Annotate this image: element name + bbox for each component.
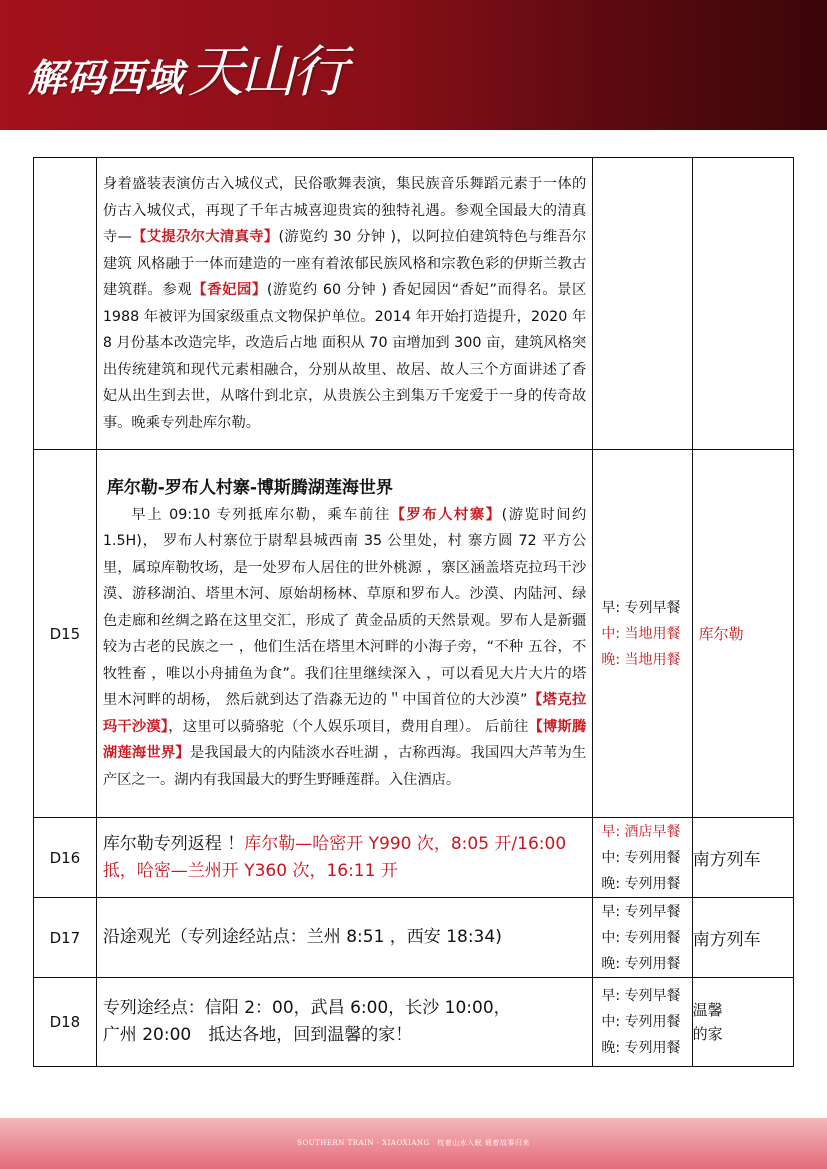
logo-calligraphy: 天山行 [188,40,345,105]
meal-lunch: 中: 当地用餐 [601,625,681,642]
table-row [34,818,794,898]
description-text: 专列途经点：信阳 2：00，武昌 6:00，长沙 10:00， 广州 20:00 抵达各地，回到温馨的家！ [102,998,511,1045]
meal-cell [593,898,692,978]
description-text: 库尔勒专列返程 ！库尔勒—哈密开 Y990 次，8:05 开/16:00 抵，哈密—兰州开 Y360 次，16:11 开 [102,833,567,881]
day-title: 库尔勒-罗布人村寨-博斯腾湖莲海世界 [106,477,393,498]
meal-dinner: 晚: 专列用餐 [601,875,681,892]
day-label: D18 [34,978,97,1067]
description-cell [96,978,593,1067]
stay-label: 库尔勒 [692,450,793,818]
day-cell [34,158,97,450]
meal-lunch: 中: 专列用餐 [601,849,681,866]
table-row [34,158,794,450]
description-text: 身着盛装表演仿古入城仪式，民俗歌舞表演，集民族音乐舞蹈元素于一体的仿古入城仪式，再现了千年古城喜迎贵宾的独特礼遇。参观全国最大的清真寺—【艾提尕尔大清真寺】(游览约 30 分钟 )，以阿拉伯建筑特色与维吾尔建筑 风格融于一体而建造的一座有着浓郁民族风格和宗教色彩的伊斯兰教古建筑群。参观【香妃园】(游览约 60 分钟 ) 香妃园因“香妃”而得名。景区 1988 年被评为国家级重点文物保护单位。2014 年开始打造提升，2020 年 8 月份基本改造完毕，改造后占地 面积从 70 亩增加到 300 亩，建筑风格突出传统建筑和现代元素相融合，分别从故里、故居、故人三个方面讲述了香妃从出生到去世，从喀什到北京，从贵族公主到集万千宠爱于一身的传奇故事。晚乘专列赴库尔勒。 [102,176,587,431]
meal-cell [593,450,692,818]
stay-label: 南方列车 [692,898,793,978]
description-text: 早上 09:10 专列抵库尔勒，乘车前往【罗布人村寨】(游览时间约 1.5H)， 罗布人村寨位于尉犁县城西南 35 公里处，村 寨方圆 72 平方公里，属琼库勒牧场，是一处罗布人居住的世外桃源 ，寨区涵盖塔克拉玛干沙漠、游移湖泊、塔里木河、原始胡杨林、草原和罗布人。沙漠、内陆河、绿色走廊和丝绸之路在这里交汇，形成了 黄金品质的天然景观。罗布人是新疆较为古老的民族之一 ，他们生活在塔里木河畔的小海子旁，“不种 五谷，不牧牲畜 ，唯以小舟捕鱼为食”。我们往里继续深入 ，可以看见大片大片的塔里木河畔的胡杨， 然后就到达了浩淼无边的＂中国首位的大沙漠”【塔克拉玛干沙漠】，这里可以骑骆驼（个人娱乐项目，费用自理）。 后前往【博斯腾湖莲海世界】是我国最大的内陆淡水吞吐湖 ，古称西海。我国四大芦苇为生产区之一。湖内有我国最大的野生野睡莲群。入住酒店。 [102,506,587,788]
meal-breakfast: 早: 酒店早餐 [601,823,681,840]
table-row [34,898,794,978]
itinerary-table [33,157,794,1067]
meal-dinner: 晚: 当地用餐 [601,651,681,668]
meal-lunch: 中: 专列用餐 [601,1014,681,1030]
meal-lunch: 中: 专列用餐 [601,929,681,946]
table-row [34,978,794,1067]
description-cell [96,158,593,450]
stay-label: 温馨 的家 [692,978,793,1067]
meal-cell [593,158,692,450]
meal-breakfast: 早: 专列早餐 [601,903,681,920]
description-text: 沿途观光（专列途经站点：兰州 8:51 ，西安 18:34) [102,927,502,947]
logo-text: 解码西域 [28,55,185,100]
table-row [34,450,794,818]
day-label: D15 [34,450,97,818]
meal-cell [593,818,692,898]
description-cell [96,818,593,898]
meal-breakfast: 早: 专列早餐 [601,599,681,616]
day-label: D16 [34,818,97,898]
footer-slogan: SOUTHERN TRAIN · XIAOXIANG 枕着山水入眠 载着故事归来 [297,1139,530,1147]
meal-dinner: 晚: 专列用餐 [601,955,681,972]
stay-label: 南方列车 [692,818,793,898]
day-label: D17 [34,898,97,978]
meal-dinner: 晚: 专列用餐 [601,1040,681,1056]
brand-logo [28,28,344,108]
stay-cell [692,158,793,450]
description-cell [96,898,593,978]
description-cell [96,450,593,818]
meal-breakfast: 早: 专列早餐 [601,988,681,1004]
meal-cell [593,978,692,1067]
